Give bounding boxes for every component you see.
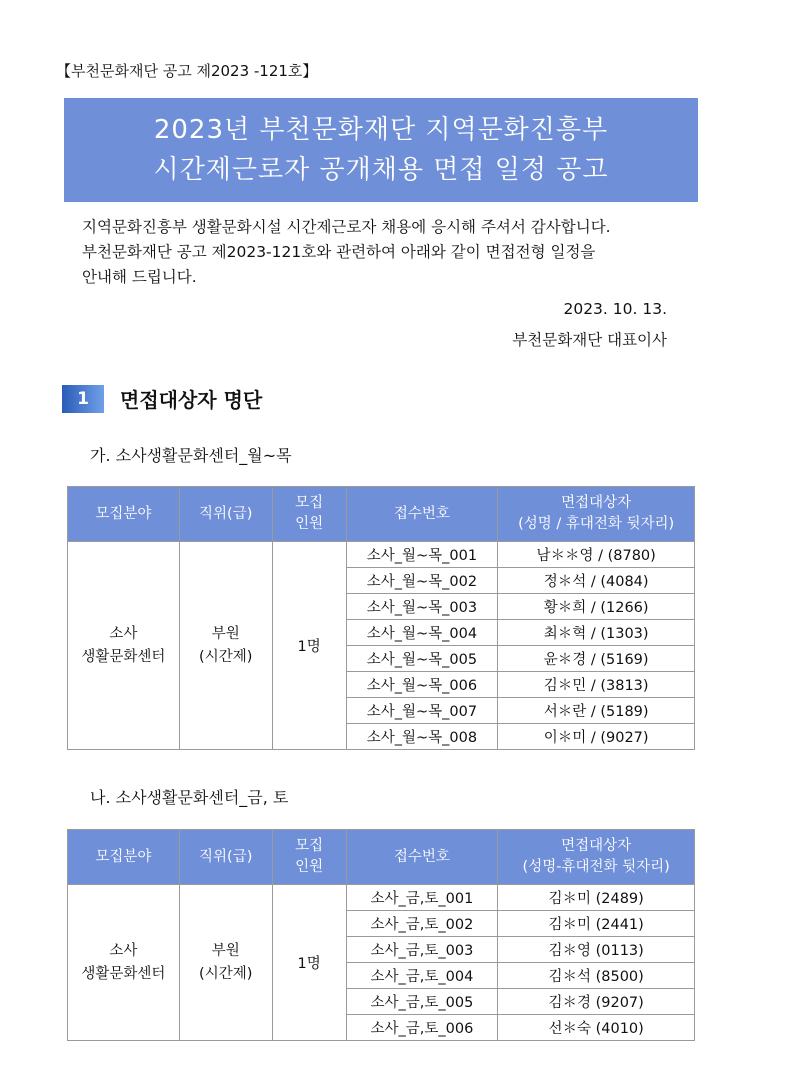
title-line-2: 시간제근로자 공개채용 면접 일정 공고 xyxy=(153,155,609,185)
table-row xyxy=(68,542,695,568)
title-line-1: 2023년 부천문화재단 지역문화진흥부 xyxy=(153,115,609,145)
notice-date: 2023. 10. 13. xyxy=(563,300,667,318)
subtitle-group-b: 나. 소사생활문화센터_금, 토 xyxy=(90,788,289,807)
cell-receipt: 소사_월~목_006 xyxy=(346,672,498,698)
section-heading xyxy=(62,384,262,413)
cell-position: 부원 (시간제) xyxy=(179,885,272,1041)
cell-candidate: 이＊미 / (9027) xyxy=(498,724,695,750)
cell-candidate: 김＊석 (8500) xyxy=(498,963,695,989)
cell-receipt: 소사_월~목_004 xyxy=(346,620,498,646)
table-row xyxy=(68,885,695,911)
subtitle-group-a: 가. 소사생활문화센터_월~목 xyxy=(90,446,292,465)
cell-candidate: 김＊민 / (3813) xyxy=(498,672,695,698)
cell-candidate: 남＊＊영 / (8780) xyxy=(498,542,695,568)
header-candidate: 면접대상자 (성명-휴대전화 뒷자리) xyxy=(498,830,695,885)
table-group-b xyxy=(67,829,695,1041)
header-candidate: 면접대상자 (성명 / 휴대전화 뒷자리) xyxy=(498,487,695,542)
cell-receipt: 소사_월~목_003 xyxy=(346,594,498,620)
cell-candidate: 서＊란 / (5189) xyxy=(498,698,695,724)
cell-count: 1명 xyxy=(272,885,346,1041)
header-receipt: 접수번호 xyxy=(346,830,498,885)
cell-receipt: 소사_금,토_004 xyxy=(346,963,498,989)
notice-number: 【부천문화재단 공고 제2023 -121호】 xyxy=(56,62,318,80)
cell-candidate: 김＊미 (2489) xyxy=(498,885,695,911)
cell-receipt: 소사_금,토_003 xyxy=(346,937,498,963)
cell-position: 부원 (시간제) xyxy=(179,542,272,750)
cell-candidate: 윤＊경 / (5169) xyxy=(498,646,695,672)
header-receipt: 접수번호 xyxy=(346,487,498,542)
cell-receipt: 소사_금,토_006 xyxy=(346,1015,498,1041)
cell-receipt: 소사_월~목_008 xyxy=(346,724,498,750)
cell-candidate: 김＊경 (9207) xyxy=(498,989,695,1015)
header-count: 모집 인원 xyxy=(272,487,346,542)
cell-field: 소사 생활문화센터 xyxy=(68,542,180,750)
title-banner xyxy=(64,98,698,202)
cell-count: 1명 xyxy=(272,542,346,750)
cell-receipt: 소사_금,토_002 xyxy=(346,911,498,937)
intro-line-3: 안내해 드립니다. xyxy=(82,268,197,286)
cell-candidate: 정＊석 / (4084) xyxy=(498,568,695,594)
issuer-org: 부천문화재단 대표이사 xyxy=(512,331,667,349)
header-position: 직위(급) xyxy=(179,830,272,885)
cell-receipt: 소사_월~목_001 xyxy=(346,542,498,568)
cell-candidate: 최＊혁 / (1303) xyxy=(498,620,695,646)
cell-receipt: 소사_금,토_005 xyxy=(346,989,498,1015)
cell-candidate: 김＊미 (2441) xyxy=(498,911,695,937)
header-field: 모집분야 xyxy=(68,830,180,885)
cell-candidate: 김＊영 (0113) xyxy=(498,937,695,963)
header-position: 직위(급) xyxy=(179,487,272,542)
cell-receipt: 소사_금,토_001 xyxy=(346,885,498,911)
table-group-a xyxy=(67,486,695,750)
header-count: 모집 인원 xyxy=(272,830,346,885)
intro-line-2: 부천문화재단 공고 제2023-121호와 관련하여 아래와 같이 면접전형 일정을 xyxy=(82,243,596,261)
cell-receipt: 소사_월~목_007 xyxy=(346,698,498,724)
intro-text xyxy=(82,215,680,290)
intro-line-1: 지역문화진흥부 생활문화시설 시간제근로자 채용에 응시해 주셔서 감사합니다. xyxy=(82,218,611,236)
section-title: 면접대상자 명단 xyxy=(120,388,263,412)
cell-field: 소사 생활문화센터 xyxy=(68,885,180,1041)
cell-candidate: 선＊숙 (4010) xyxy=(498,1015,695,1041)
header-field: 모집분야 xyxy=(68,487,180,542)
section-number: 1 xyxy=(62,385,104,413)
cell-receipt: 소사_월~목_002 xyxy=(346,568,498,594)
cell-receipt: 소사_월~목_005 xyxy=(346,646,498,672)
cell-candidate: 황＊희 / (1266) xyxy=(498,594,695,620)
